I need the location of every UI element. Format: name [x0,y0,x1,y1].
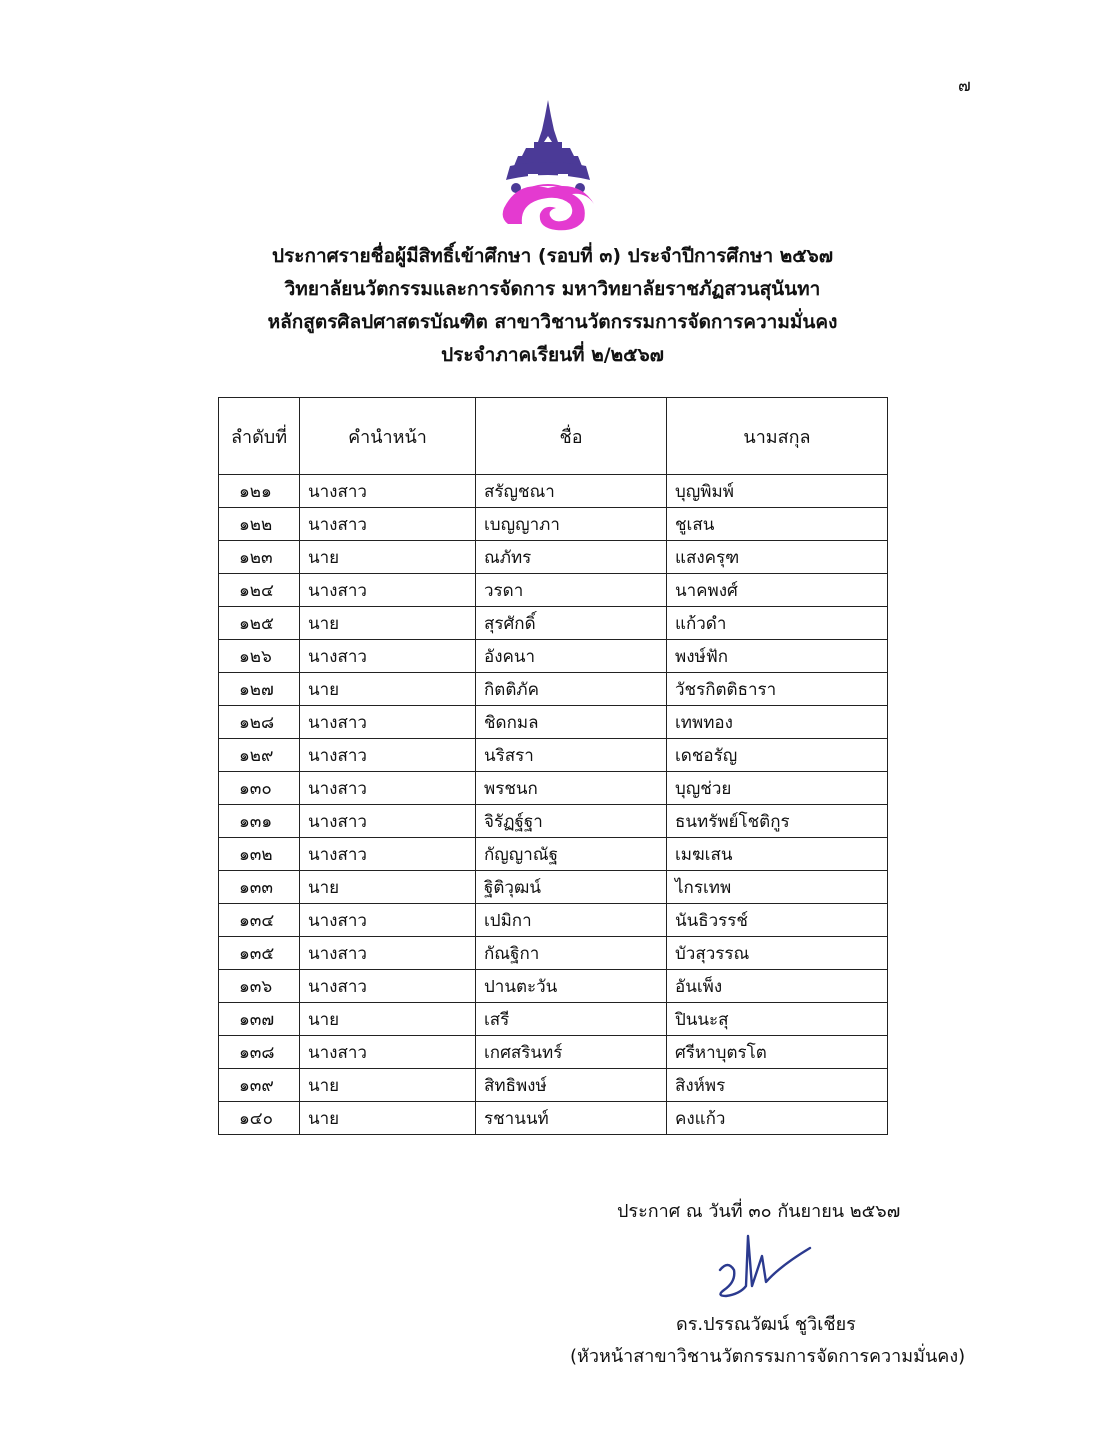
cell-last-name: สิงห์พร [667,1069,888,1102]
table-row [219,475,888,508]
cell-order: ๑๓๖ [219,970,300,1003]
cell-prefix: นางสาว [300,508,476,541]
cell-order: ๑๓๘ [219,1036,300,1069]
cell-prefix: นางสาว [300,739,476,772]
cell-first-name: สุรศักดิ์ [476,607,667,640]
table-row [219,1102,888,1135]
cell-last-name: บุญพิมพ์ [667,475,888,508]
cell-last-name: เมฆเสน [667,838,888,871]
cell-first-name: กัญญาณัฐ [476,838,667,871]
cell-last-name: แก้วดำ [667,607,888,640]
cell-order: ๑๓๑ [219,805,300,838]
cell-prefix: นางสาว [300,937,476,970]
cell-last-name: ปินนะสุ [667,1003,888,1036]
cell-order: ๑๓๕ [219,937,300,970]
cell-prefix: นาย [300,1069,476,1102]
cell-order: ๑๓๒ [219,838,300,871]
cell-first-name: พรชนก [476,772,667,805]
cell-prefix: นางสาว [300,838,476,871]
table-row [219,640,888,673]
cell-last-name: บุญช่วย [667,772,888,805]
title-line-1: ประกาศรายชื่อผู้มีสิทธิ์เข้าศึกษา (รอบที่ ๓) ประจำปีการศึกษา ๒๕๖๗ [271,245,834,267]
header-prefix: คำนำหน้า [300,398,476,475]
cell-order: ๑๒๙ [219,739,300,772]
cell-order: ๑๓๐ [219,772,300,805]
cell-first-name: สิทธิพงษ์ [476,1069,667,1102]
header-order: ลำดับที่ [219,398,300,475]
cell-first-name: เบญญาภา [476,508,667,541]
table-header-row [219,398,888,475]
cell-first-name: อังคนา [476,640,667,673]
cell-order: ๑๓๗ [219,1003,300,1036]
cell-order: ๑๒๓ [219,541,300,574]
cell-order: ๑๒๑ [219,475,300,508]
table-row [219,805,888,838]
cell-order: ๑๒๕ [219,607,300,640]
cell-last-name: ชูเสน [667,508,888,541]
cell-last-name: นาคพงศ์ [667,574,888,607]
cell-order: ๑๓๔ [219,904,300,937]
cell-last-name: แสงครุฑ [667,541,888,574]
signer-title: (หัวหน้าสาขาวิชานวัตกรรมการจัดการความมั่นคง) [570,1346,966,1367]
table-row [219,706,888,739]
table-row [219,1069,888,1102]
table-row [219,838,888,871]
table-body [219,475,888,1135]
table-row [219,937,888,970]
announcement-title [0,240,1105,372]
cell-first-name: นริสรา [476,739,667,772]
cell-prefix: นาย [300,607,476,640]
table-row [219,772,888,805]
cell-order: ๑๓๙ [219,1069,300,1102]
cell-last-name: นันธิวรรช์ [667,904,888,937]
cell-first-name: ณภัทร [476,541,667,574]
university-emblem-logo [498,96,598,234]
cell-prefix: นาย [300,871,476,904]
cell-last-name: พงษ์ฟัก [667,640,888,673]
title-line-4: ประจำภาคเรียนที่ ๒/๒๕๖๗ [441,344,664,366]
table-row [219,574,888,607]
cell-prefix: นางสาว [300,1036,476,1069]
page-number: ๗ [958,76,971,96]
cell-first-name: วรดา [476,574,667,607]
table-row [219,508,888,541]
cell-prefix: นางสาว [300,904,476,937]
cell-order: ๑๒๖ [219,640,300,673]
cell-first-name: เกศสรินทร์ [476,1036,667,1069]
cell-order: ๑๒๒ [219,508,300,541]
cell-last-name: ศรีหาบุตรโต [667,1036,888,1069]
cell-last-name: เดชอรัญ [667,739,888,772]
table-row [219,871,888,904]
cell-last-name: วัชรกิตติธารา [667,673,888,706]
cell-last-name: บัวสุวรรณ [667,937,888,970]
admission-list-table [218,397,888,1135]
header-first-name: ชื่อ [476,398,667,475]
title-line-2: วิทยาลัยนวัตกรรมและการจัดการ มหาวิทยาลัยราชภัฏสวนสุนันทา [284,278,821,300]
cell-prefix: นางสาว [300,805,476,838]
cell-prefix: นางสาว [300,640,476,673]
table-row [219,541,888,574]
cell-first-name: กิตติภัค [476,673,667,706]
table-row [219,673,888,706]
cell-prefix: นางสาว [300,772,476,805]
cell-first-name: กัณฐิกา [476,937,667,970]
cell-first-name: จิรัฏฐ์ฐา [476,805,667,838]
table-row [219,904,888,937]
cell-last-name: คงแก้ว [667,1102,888,1135]
cell-first-name: ฐิติวุฒน์ [476,871,667,904]
cell-first-name: เสรี [476,1003,667,1036]
cell-order: ๑๒๘ [219,706,300,739]
table-row [219,970,888,1003]
cell-last-name: ไกรเทพ [667,871,888,904]
cell-first-name: สรัญชณา [476,475,667,508]
handwritten-signature [706,1226,816,1306]
cell-prefix: นางสาว [300,475,476,508]
table-row [219,1036,888,1069]
cell-prefix: นาย [300,541,476,574]
cell-prefix: นาย [300,673,476,706]
header-last-name: นามสกุล [667,398,888,475]
announcement-date: ประกาศ ณ วันที่ ๓๐ กันยายน ๒๕๖๗ [617,1201,901,1222]
cell-prefix: นาย [300,1003,476,1036]
signer-name: ดร.ปรรณวัฒน์ ชูวิเชียร [676,1314,856,1335]
table-row [219,607,888,640]
cell-prefix: นางสาว [300,970,476,1003]
title-line-3: หลักสูตรศิลปศาสตรบัณฑิต สาขาวิชานวัตกรรมการจัดการความมั่นคง [267,311,838,333]
cell-last-name: ธนทรัพย์โชติกูร [667,805,888,838]
cell-first-name: ปานตะวัน [476,970,667,1003]
cell-first-name: รชานนท์ [476,1102,667,1135]
table-row [219,739,888,772]
cell-prefix: นางสาว [300,574,476,607]
cell-order: ๑๒๗ [219,673,300,706]
cell-order: ๑๓๓ [219,871,300,904]
cell-first-name: ชิดกมล [476,706,667,739]
cell-order: ๑๒๔ [219,574,300,607]
cell-first-name: เปมิกา [476,904,667,937]
cell-prefix: นางสาว [300,706,476,739]
table-row [219,1003,888,1036]
cell-last-name: เทพทอง [667,706,888,739]
cell-prefix: นาย [300,1102,476,1135]
cell-last-name: อันเพ็ง [667,970,888,1003]
cell-order: ๑๔๐ [219,1102,300,1135]
